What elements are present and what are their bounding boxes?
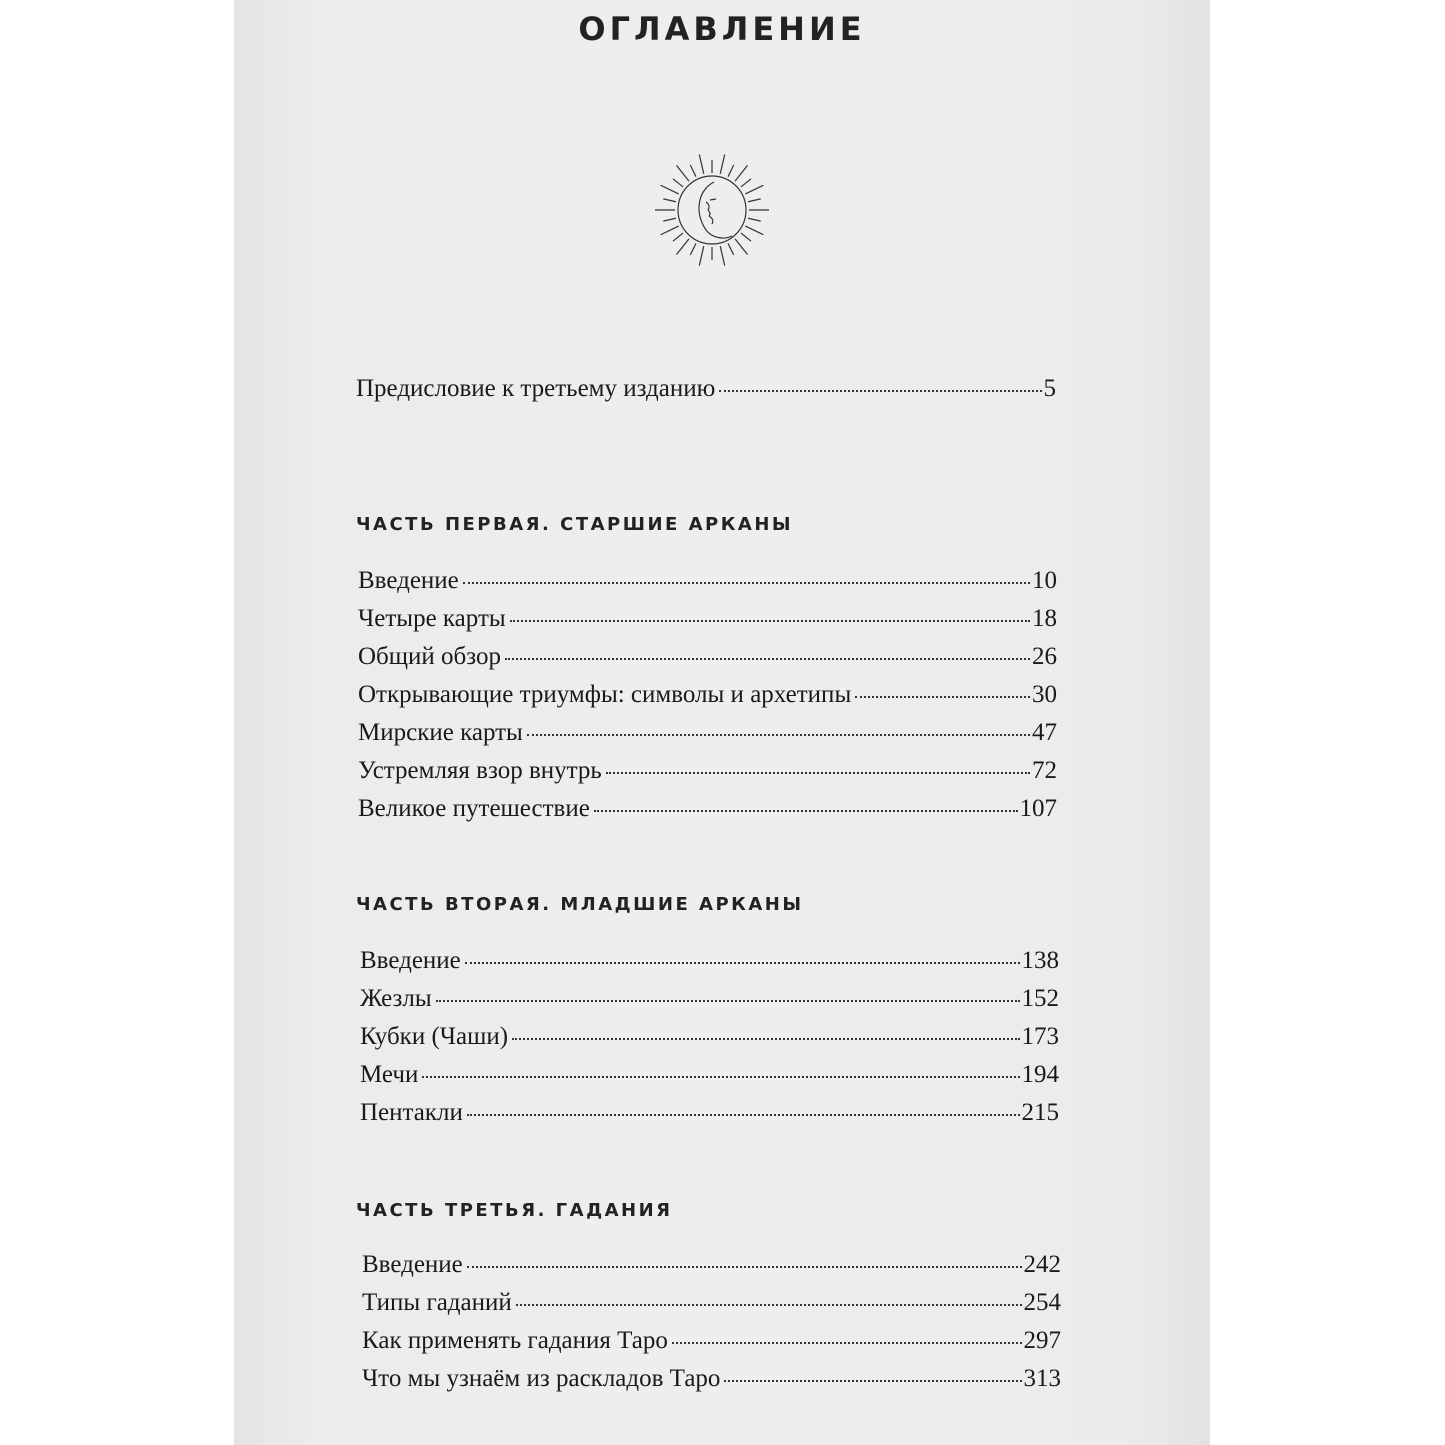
toc-entry-title: Мирские карты: [358, 719, 523, 746]
toc-entry-title: Устремляя взор внутрь: [358, 757, 602, 784]
toc-entry-page: 30: [1032, 681, 1057, 708]
toc-entry[interactable]: [358, 640, 1057, 674]
toc-entry[interactable]: [358, 678, 1057, 712]
toc-entry-preface[interactable]: [356, 372, 1056, 406]
dot-leader: [719, 390, 1041, 392]
page-title: ОГЛАВЛЕНИЕ: [578, 10, 866, 48]
sun-ray: [676, 239, 688, 255]
toc-entry-page: 72: [1032, 757, 1057, 784]
toc-entry[interactable]: [358, 792, 1057, 826]
toc-entry-title: Мечи: [360, 1061, 419, 1088]
toc-entry-page: 313: [1023, 1365, 1061, 1392]
sun-ray: [741, 179, 751, 187]
sun-ray: [661, 226, 679, 235]
dot-leader: [436, 1000, 1020, 1002]
part-heading: ЧАСТЬ ВТОРАЯ. МЛАДШИЕ АРКАНЫ: [356, 894, 804, 915]
sun-ray: [663, 199, 676, 202]
toc-entry-title: Как применять гадания Таро: [362, 1327, 668, 1354]
dot-leader: [672, 1342, 1022, 1344]
dot-leader: [855, 696, 1030, 698]
toc-entry-page: 18: [1032, 605, 1057, 632]
sun-ray: [748, 199, 761, 202]
toc-entry-title: Введение: [358, 567, 459, 594]
toc-entry[interactable]: [360, 982, 1059, 1016]
sun-ray: [728, 165, 734, 177]
dot-leader: [467, 1114, 1020, 1116]
sun-ray: [745, 185, 763, 194]
toc-entry-title: Типы гаданий: [362, 1289, 512, 1316]
toc-entry[interactable]: [358, 754, 1057, 788]
toc-entry-title: Пентакли: [360, 1099, 463, 1126]
toc-entry-title: Кубки (Чаши): [360, 1023, 509, 1050]
sun-ray: [735, 239, 747, 255]
toc-entry[interactable]: [360, 1096, 1059, 1130]
toc-entry-title: Что мы узнаём из раскладов Таро: [362, 1365, 721, 1392]
toc-entry-page: 242: [1023, 1251, 1061, 1278]
toc-entry[interactable]: [362, 1248, 1061, 1282]
toc-entry[interactable]: [358, 564, 1057, 598]
dot-leader: [724, 1380, 1021, 1382]
sun-ray: [673, 179, 683, 187]
toc-entry-title: Четыре карты: [358, 605, 506, 632]
dot-leader: [516, 1304, 1022, 1306]
toc-entry-title: Введение: [360, 947, 461, 974]
toc-entry[interactable]: [362, 1362, 1061, 1396]
sun-moon-face-icon: [654, 152, 770, 268]
sun-ray: [661, 185, 679, 194]
toc-entry-page: 194: [1021, 1061, 1059, 1088]
toc-entry-page: 107: [1019, 795, 1057, 822]
part-heading: ЧАСТЬ ПЕРВАЯ. СТАРШИЕ АРКАНЫ: [356, 514, 794, 535]
sun-ray: [699, 246, 703, 265]
toc-entry[interactable]: [358, 716, 1057, 750]
toc-entry-page: 254: [1023, 1289, 1061, 1316]
sun-ray: [663, 218, 676, 221]
toc-entry-page: 26: [1032, 643, 1057, 670]
toc-entry-title: Жезлы: [360, 985, 432, 1012]
dot-leader: [527, 734, 1030, 736]
toc-entry-title: Предисловие к третьему изданию: [356, 375, 716, 402]
sun-ray: [720, 246, 724, 265]
toc-entry-page: 138: [1021, 947, 1059, 974]
toc-entry-title: Великое путешествие: [358, 795, 590, 822]
toc-entry-title: Общий обзор: [358, 643, 501, 670]
toc-entry-page: 173: [1021, 1023, 1059, 1050]
sun-ray: [699, 154, 703, 173]
toc-entry-page: 10: [1032, 567, 1057, 594]
dot-leader: [512, 1038, 1019, 1040]
toc-entry[interactable]: [358, 602, 1057, 636]
sun-ray: [690, 243, 696, 255]
dot-leader: [467, 1266, 1022, 1268]
dot-leader: [463, 582, 1030, 584]
sun-ray: [741, 233, 751, 241]
toc-entry[interactable]: [360, 1020, 1059, 1054]
sun-ray: [745, 226, 763, 235]
toc-entry[interactable]: [362, 1324, 1061, 1358]
toc-entry[interactable]: [360, 944, 1059, 978]
dot-leader: [422, 1076, 1019, 1078]
sun-ray: [748, 218, 761, 221]
sun-ray: [676, 165, 688, 181]
sun-ray: [690, 165, 696, 177]
toc-entry[interactable]: [360, 1058, 1059, 1092]
toc-entry-page: 152: [1021, 985, 1059, 1012]
book-page: [234, 0, 1210, 1445]
dot-leader: [465, 962, 1020, 964]
part-heading: ЧАСТЬ ТРЕТЬЯ. ГАДАНИЯ: [356, 1200, 673, 1221]
toc-entry-title: Открывающие триумфы: символы и архетипы: [358, 681, 852, 708]
sun-ray: [728, 243, 734, 255]
toc-entry-page: 47: [1032, 719, 1057, 746]
dot-leader: [505, 658, 1030, 660]
toc-entry-page: 215: [1021, 1099, 1059, 1126]
sun-ray: [673, 233, 683, 241]
toc-entry[interactable]: [362, 1286, 1061, 1320]
bleed-through-texture: [329, 108, 1129, 139]
dot-leader: [594, 810, 1018, 812]
sun-ray: [735, 165, 747, 181]
dot-leader: [510, 620, 1030, 622]
toc-entry-page: 5: [1043, 375, 1056, 402]
sun-ray: [720, 154, 724, 173]
toc-entry-page: 297: [1023, 1327, 1061, 1354]
toc-entry-title: Введение: [362, 1251, 463, 1278]
dot-leader: [606, 772, 1030, 774]
